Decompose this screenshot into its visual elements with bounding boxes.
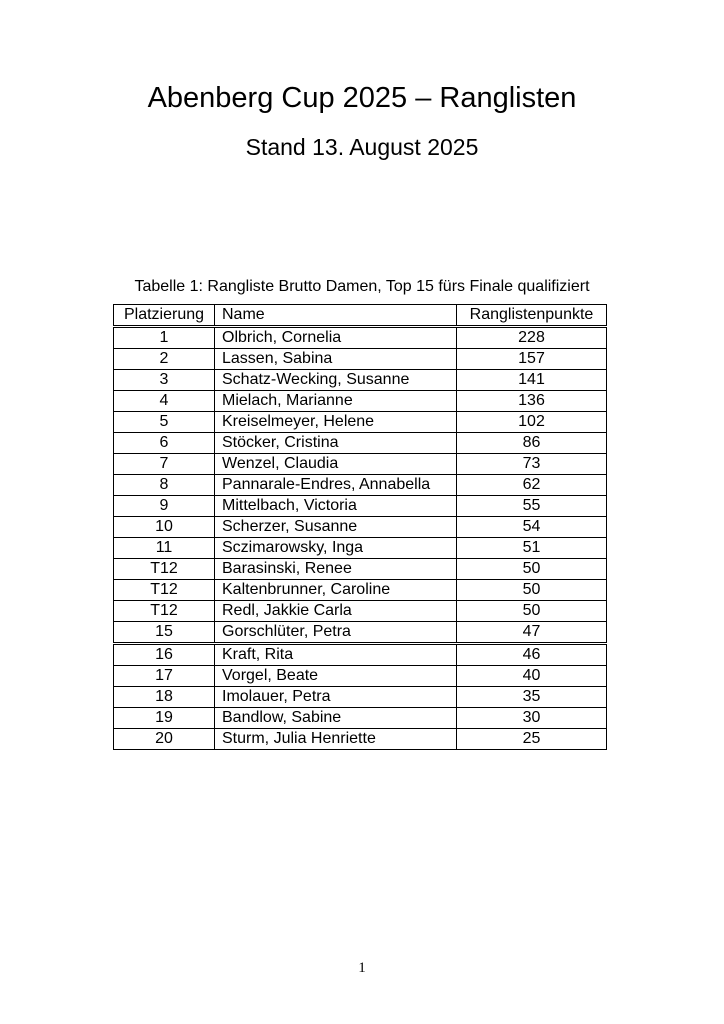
name-cell: Stöcker, Cristina: [215, 433, 457, 454]
place-cell: 9: [114, 496, 215, 517]
place-cell: 16: [114, 644, 215, 666]
name-cell: Pannarale-Endres, Annabella: [215, 475, 457, 496]
name-cell: Olbrich, Cornelia: [215, 327, 457, 349]
header-name: Name: [215, 305, 457, 327]
name-cell: Scherzer, Susanne: [215, 517, 457, 538]
name-cell: Gorschlüter, Petra: [215, 622, 457, 644]
points-cell: 73: [457, 454, 607, 475]
name-cell: Lassen, Sabina: [215, 349, 457, 370]
name-cell: Kraft, Rita: [215, 644, 457, 666]
points-cell: 86: [457, 433, 607, 454]
table-row: [114, 687, 607, 708]
name-cell: Sturm, Julia Henriette: [215, 729, 457, 750]
table-row: [114, 708, 607, 729]
place-cell: 17: [114, 666, 215, 687]
points-cell: 46: [457, 644, 607, 666]
points-cell: 55: [457, 496, 607, 517]
name-cell: Mittelbach, Victoria: [215, 496, 457, 517]
header-ranglistenpunkte: Ranglistenpunkte: [457, 305, 607, 327]
points-cell: 50: [457, 559, 607, 580]
place-cell: 2: [114, 349, 215, 370]
place-cell: 8: [114, 475, 215, 496]
points-cell: 47: [457, 622, 607, 644]
table-row: [114, 475, 607, 496]
points-cell: 157: [457, 349, 607, 370]
place-cell: T12: [114, 559, 215, 580]
table-row: [114, 496, 607, 517]
table-row: [114, 370, 607, 391]
points-cell: 25: [457, 729, 607, 750]
table-row: [114, 644, 607, 666]
table-row: [114, 622, 607, 644]
name-cell: Bandlow, Sabine: [215, 708, 457, 729]
points-cell: 50: [457, 580, 607, 601]
ranking-table: [113, 304, 607, 750]
table-row: [114, 454, 607, 475]
name-cell: Wenzel, Claudia: [215, 454, 457, 475]
name-cell: Kreiselmeyer, Helene: [215, 412, 457, 433]
points-cell: 30: [457, 708, 607, 729]
table-row: [114, 559, 607, 580]
points-cell: 141: [457, 370, 607, 391]
page-title: Abenberg Cup 2025 – Ranglisten: [147, 82, 577, 114]
page-number: 1: [358, 960, 366, 976]
name-cell: Barasinski, Renee: [215, 559, 457, 580]
points-cell: 51: [457, 538, 607, 559]
name-cell: Vorgel, Beate: [215, 666, 457, 687]
place-cell: 18: [114, 687, 215, 708]
place-cell: T12: [114, 601, 215, 622]
place-cell: 11: [114, 538, 215, 559]
place-cell: T12: [114, 580, 215, 601]
name-cell: Kaltenbrunner, Caroline: [215, 580, 457, 601]
points-cell: 54: [457, 517, 607, 538]
header-platzierung: Platzierung: [114, 305, 215, 327]
place-cell: 19: [114, 708, 215, 729]
table-row: [114, 729, 607, 750]
name-cell: Redl, Jakkie Carla: [215, 601, 457, 622]
table-row: [114, 580, 607, 601]
table-row: [114, 666, 607, 687]
place-cell: 6: [114, 433, 215, 454]
points-cell: 228: [457, 327, 607, 349]
table-header-row: [114, 305, 607, 327]
table-row: [114, 391, 607, 412]
name-cell: Imolauer, Petra: [215, 687, 457, 708]
place-cell: 15: [114, 622, 215, 644]
table-row: [114, 601, 607, 622]
place-cell: 7: [114, 454, 215, 475]
place-cell: 10: [114, 517, 215, 538]
points-cell: 40: [457, 666, 607, 687]
table-row: [114, 349, 607, 370]
table-row: [114, 538, 607, 559]
name-cell: Schatz-Wecking, Susanne: [215, 370, 457, 391]
points-cell: 62: [457, 475, 607, 496]
points-cell: 35: [457, 687, 607, 708]
place-cell: 4: [114, 391, 215, 412]
page-subtitle: Stand 13. August 2025: [245, 134, 479, 160]
points-cell: 136: [457, 391, 607, 412]
table-row: [114, 433, 607, 454]
table-row: [114, 517, 607, 538]
table-row: [114, 327, 607, 349]
table-caption: Tabelle 1: Rangliste Brutto Damen, Top 15 fürs Finale qualifiziert: [134, 278, 590, 295]
table-row: [114, 412, 607, 433]
points-cell: 102: [457, 412, 607, 433]
name-cell: Sczimarowsky, Inga: [215, 538, 457, 559]
name-cell: Mielach, Marianne: [215, 391, 457, 412]
place-cell: 1: [114, 327, 215, 349]
place-cell: 3: [114, 370, 215, 391]
points-cell: 50: [457, 601, 607, 622]
place-cell: 20: [114, 729, 215, 750]
place-cell: 5: [114, 412, 215, 433]
